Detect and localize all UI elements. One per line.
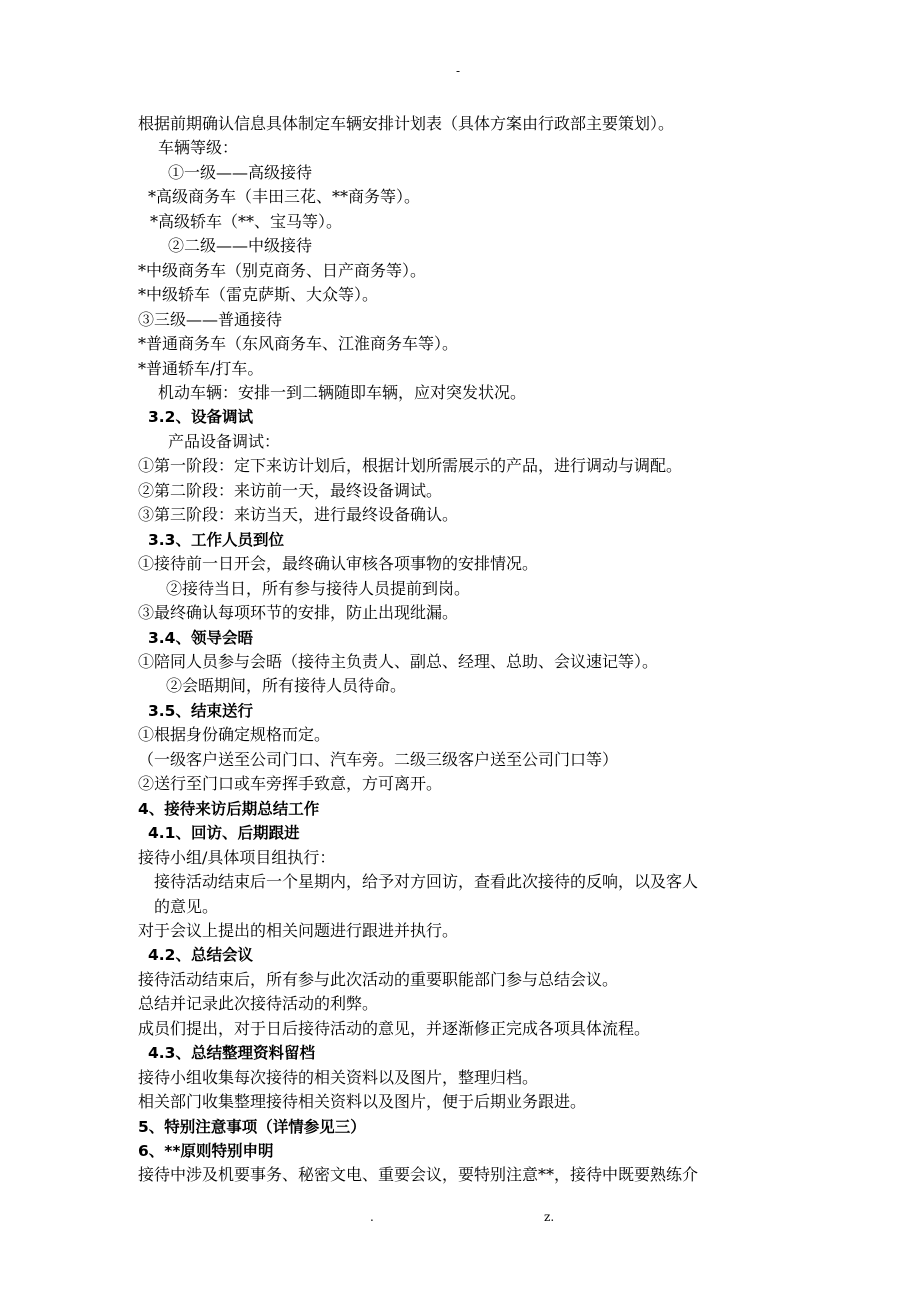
text-line: 接待活动结束后一个星期内，给予对方回访，查看此次接待的反响，以及客人 [154,872,699,892]
text-line: 成员们提出，对于日后接待活动的意见，并逐渐修正完成各项具体流程。 [138,1018,651,1038]
text-line: 根据前期确认信息具体制定车辆安排计划表（具体方案由行政部主要策划）。 [138,114,675,133]
text-line: ②二级——中级接待 [168,236,313,256]
text-line: *中级商务车（别克商务、日产商务等）。 [138,260,427,280]
section-heading: 6、**原则特别申明 [138,1142,274,1161]
text-line: ①根据身份确定规格而定。 [138,725,331,745]
text-line: ①接待前一日开会，最终确认审核各项事物的安排情况。 [138,554,539,574]
text-line: ②接待当日，所有参与接待人员提前到岗。 [166,578,471,598]
text-line: 的意见。 [154,896,219,916]
section-heading: 4.2、总结会议 [148,946,253,965]
section-heading: 4.3、总结整理资料留档 [148,1044,315,1063]
header-mark: - [456,64,461,78]
document-body [138,112,798,1188]
footer-left-mark: . [370,1210,374,1224]
text-line: 总结并记录此次接待活动的利弊。 [138,994,379,1014]
text-line: （一级客户送至公司门口、汽车旁。二级三级客户送至公司门口等） [138,749,619,769]
section-heading: 4.1、回访、后期跟进 [148,824,300,843]
section-heading: 4、接待来访后期总结工作 [138,799,320,818]
text-line: *普通商务车（东风商务车、江淮商务车等）。 [138,334,459,354]
text-line: 接待活动结束后，所有参与此次活动的重要职能部门参与总结会议。 [138,969,619,989]
text-line: 接待小组收集每次接待的相关资料以及图片，整理归档。 [138,1067,539,1087]
text-line: *高级商务车（丰田三花、**商务等）。 [148,187,421,207]
section-heading: 3.5、结束送行 [148,701,253,720]
section-heading: 3.3、工作人员到位 [148,530,284,549]
text-line: ②送行至门口或车旁挥手致意，方可离开。 [138,774,443,794]
text-line: 接待小组/具体项目组执行： [138,847,336,867]
section-heading: 5、特别注意事项（详情参见三） [138,1117,366,1136]
section-heading: 3.4、领导会晤 [148,628,253,647]
text-line: 相关部门收集整理接待相关资料以及图片，便于后期业务跟进。 [138,1092,587,1112]
text-line: ③最终确认每项环节的安排，防止出现纰漏。 [138,603,459,623]
text-line: ②第二阶段：来访前一天，最终设备调试。 [138,480,443,500]
text-line: *普通轿车/打车。 [138,358,264,378]
text-line: ③三级——普通接待 [138,309,283,329]
text-line: ①第一阶段：定下来访计划后，根据计划所需展示的产品，进行调动与调配。 [138,456,683,476]
footer-right-mark: z. [544,1210,555,1224]
text-line: ①一级——高级接待 [168,162,313,182]
text-line: ①陪同人员参与会晤（接待主负责人、副总、经理、总助、会议速记等）。 [138,651,659,671]
section-heading: 3.2、设备调试 [148,408,253,427]
text-line: ②会晤期间，所有接待人员待命。 [166,676,407,696]
text-line: ③第三阶段：来访当天，进行最终设备确认。 [138,505,459,525]
text-line: 产品设备调试： [168,431,281,451]
text-line: *中级轿车（雷克萨斯、大众等）。 [138,285,379,305]
text-line: 机动车辆：安排一到二辆随即车辆，应对突发状况。 [158,382,527,402]
text-line: 对于会议上提出的相关问题进行跟进并执行。 [138,920,459,940]
text-line: *高级轿车（**、宝马等）。 [150,211,343,231]
text-line: 车辆等级： [158,138,239,158]
text-line: 接待中涉及机要事务、秘密文电、重要会议，要特别注意**，接待中既要熟练介 [138,1165,699,1185]
